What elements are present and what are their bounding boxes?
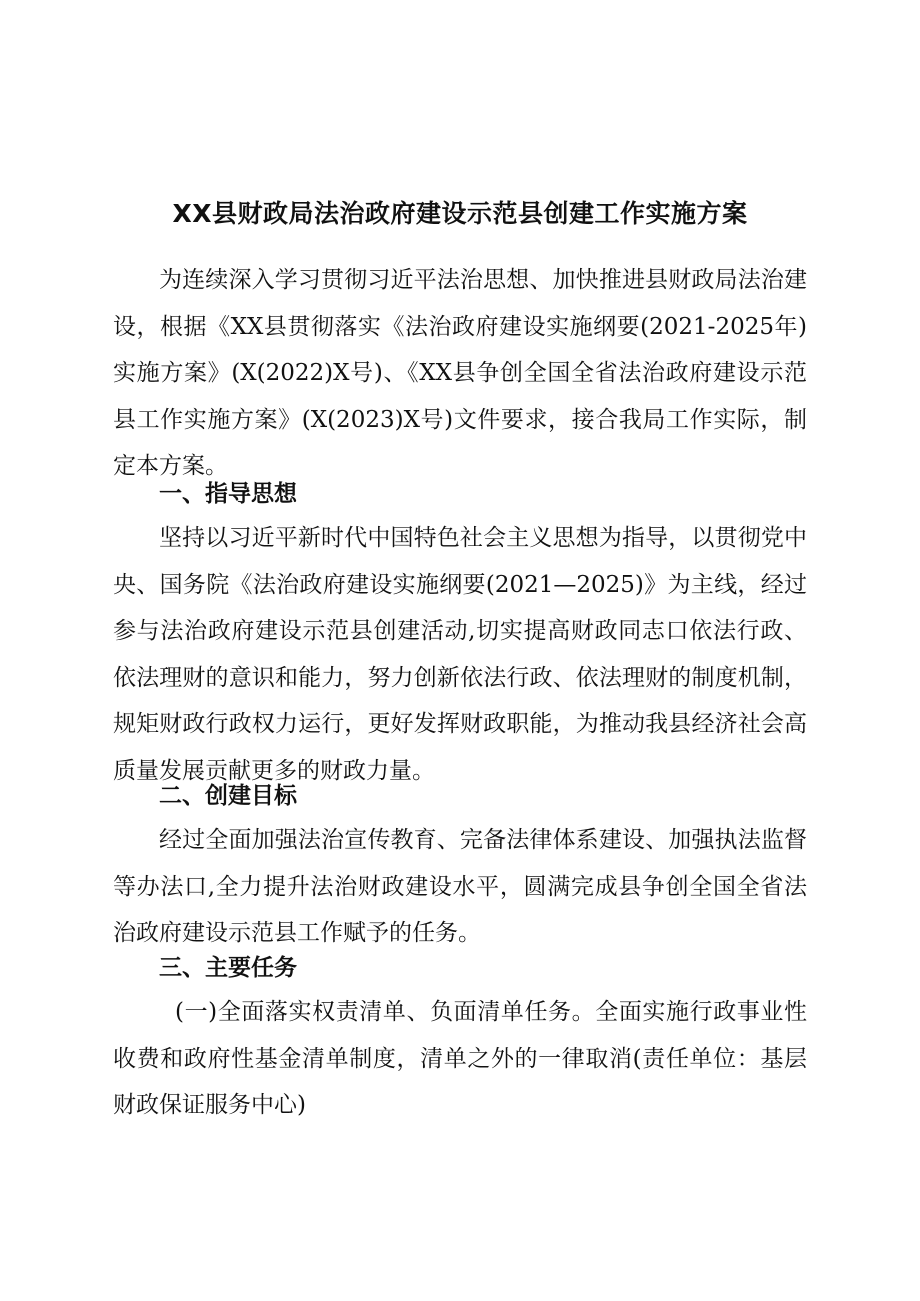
- section-heading-goals: 二、创建目标: [159, 783, 297, 809]
- section-paragraph-main-tasks: (一)全面落实权责清单、负面清单任务。全面实施行政事业性收费和政府性基金清单制度，清单之外的一律取消(责任单位：基层财政保证服务中心): [113, 999, 807, 1118]
- section-paragraph-goals: 经过全面加强法治宣传教育、完备法律体系建设、加强执法监督等办法口,全力提升法治财政建设水平，圆满完成县争创全国全省法治政府建设示范县工作赋予的任务。: [113, 827, 807, 946]
- intro-paragraph: 为连续深入学习贯彻习近平法治思想、加快推进县财政局法治建设，根据《XX县贯彻落实《法治政府建设实施纲要(2021-2025年)实施方案》(X(2022)X号)、《XX县争创全国全省法治政府建设示范县工作实施方案》(X(2023)X号)文件要求，接合我局工作实际，制定本方案。: [113, 267, 807, 479]
- document-title: XX县财政局法治政府建设示范县创建工作实施方案: [172, 199, 748, 228]
- section-heading-main-tasks: 三、主要任务: [159, 955, 297, 981]
- section-paragraph-guiding-thought: 坚持以习近平新时代中国特色社会主义思想为指导，以贯彻党中央、国务院《法治政府建设实施纲要(2021—2025)》为主线，经过参与法治政府建设示范县创建活动,切实提高财政同志口依法行政、依法理财的意识和能力，努力创新依法行政、依法理财的制度机制，规矩财政行政权力运行，更好发挥财政职能，为推动我县经济社会高质量发展贡献更多的财政力量。: [113, 525, 807, 784]
- section-heading-guiding-thought: 一、指导思想: [159, 481, 297, 507]
